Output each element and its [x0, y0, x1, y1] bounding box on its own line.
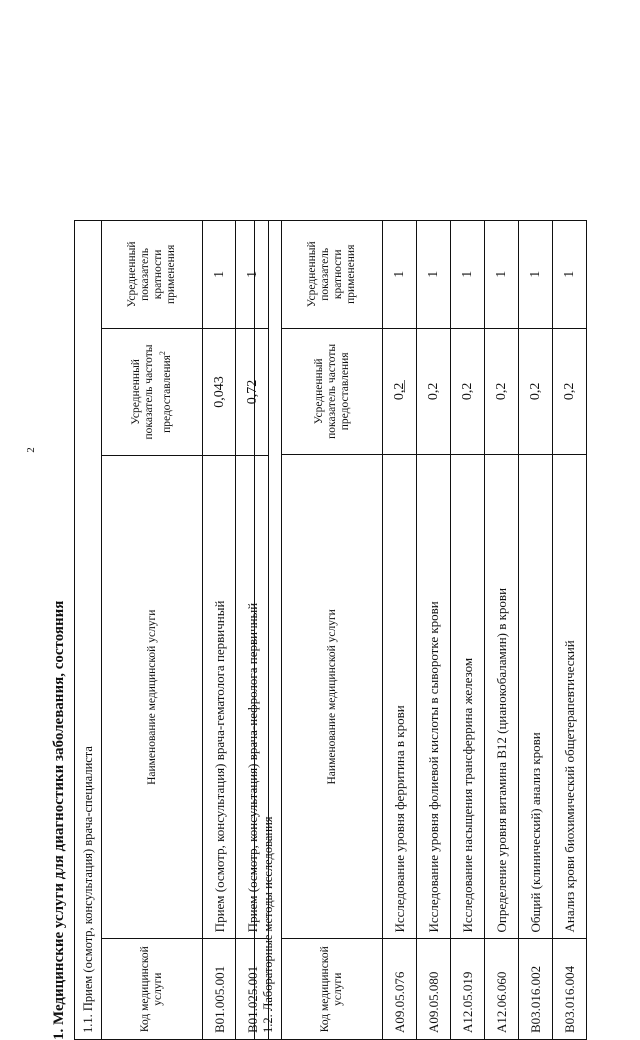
- frequency-value: 0,72: [236, 328, 269, 455]
- column-header-name: Наименование медицинской услуги: [282, 455, 383, 939]
- service-name: Прием (осмотр, консультация) врача-гематолога первичный: [203, 456, 236, 939]
- footnote-marker: 2: [158, 351, 168, 356]
- frequency-value: 0,2: [519, 328, 553, 455]
- table-row: [485, 221, 519, 1040]
- column-header-name: Наименование медицинской услуги: [102, 456, 203, 939]
- service-name: Исследование насыщения трансферрина железом: [451, 455, 485, 939]
- multiplicity-value: 1: [553, 221, 587, 329]
- column-header-multiplicity: Усредненный показатель кратности применения: [282, 221, 383, 329]
- multiplicity-value: 1: [203, 221, 236, 329]
- service-name: Исследование уровня ферритина в крови: [383, 455, 417, 939]
- table-row: [451, 221, 485, 1040]
- service-code: B01.025.001: [236, 939, 269, 1040]
- lab-tests-table: [254, 220, 587, 1040]
- column-header-multiplicity: Усредненный показатель кратности применения: [102, 221, 203, 329]
- multiplicity-value: 1: [383, 221, 417, 329]
- section-title: 1. Медицинские услуги для диагностики заболевания, состояния: [51, 600, 67, 1040]
- column-header-frequency: Усредненный показатель частоты предоставления: [282, 328, 383, 455]
- column-header-frequency-text: Усредненный показатель частоты предоставления: [130, 344, 173, 440]
- table-row: [519, 221, 553, 1040]
- service-name: Исследование уровня фолиевой кислоты в сыворотке крови: [417, 455, 451, 939]
- multiplicity-value: 1: [236, 221, 269, 329]
- frequency-value: 0,2: [451, 328, 485, 455]
- service-code: A09.05.080: [417, 939, 451, 1040]
- service-name: Анализ крови биохимический общетерапевтический: [553, 455, 587, 939]
- table-row: [553, 221, 587, 1040]
- table-row: [383, 221, 417, 1040]
- service-code: B03.016.004: [553, 939, 587, 1040]
- multiplicity-value: 1: [451, 221, 485, 329]
- column-header-code: Код медицинской услуги: [102, 939, 203, 1040]
- page-number: 2: [24, 447, 37, 453]
- service-code: B01.005.001: [203, 939, 236, 1040]
- subsection-title: 1.2. Лабораторные методы исследования: [255, 221, 282, 1040]
- document-body: [50, 220, 590, 1040]
- service-name: Прием (осмотр, консультация) врача-нефролога первичный: [236, 456, 269, 939]
- table-row: [203, 221, 236, 1040]
- multiplicity-value: 1: [519, 221, 553, 329]
- frequency-value: 0,2: [485, 328, 519, 455]
- frequency-value: 0,043: [203, 328, 236, 455]
- multiplicity-value: 1: [417, 221, 451, 329]
- service-name: Общий (клинический) анализ крови: [519, 455, 553, 939]
- column-header-frequency: [102, 328, 203, 455]
- service-code: A12.05.019: [451, 939, 485, 1040]
- frequency-value: 0,2: [553, 328, 587, 455]
- subsection-title: 1.1. Прием (осмотр, консультация) врача-специалиста: [75, 221, 102, 1040]
- consultations-table: [74, 220, 269, 1040]
- service-code: A09.05.076: [383, 939, 417, 1040]
- service-code: B03.016.002: [519, 939, 553, 1040]
- frequency-value: 0,2: [417, 328, 451, 455]
- service-code: A12.06.060: [485, 939, 519, 1040]
- frequency-value: 0,2: [383, 328, 417, 455]
- column-header-code: Код медицинской услуги: [282, 939, 383, 1040]
- table-row: [417, 221, 451, 1040]
- multiplicity-value: 1: [485, 221, 519, 329]
- service-name: Определение уровня витамина B12 (цианокобаламин) в крови: [485, 455, 519, 939]
